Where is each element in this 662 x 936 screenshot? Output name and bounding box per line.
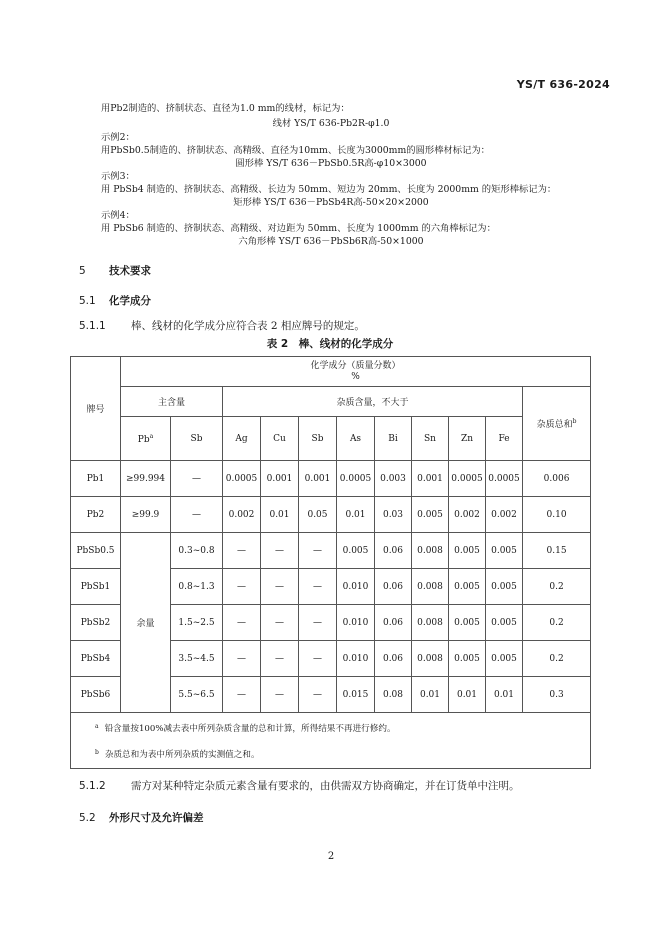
cell-sb: 3.5~4.5 [171,641,223,677]
footnote-a [95,722,590,734]
col-header-pb [121,417,171,461]
section-5-1-heading [79,293,151,308]
cell-grade: PbSb6 [71,677,121,713]
example-3-text: 用 PbSb4 制造的、挤制状态、高精级、长边为 50mm、短边为 20mm、长度为 2000mm 的矩形棒标记为： [101,184,557,195]
cell-cu: — [261,605,299,641]
cell-as: 0.010 [337,605,375,641]
cell-as: 0.0005 [337,461,375,497]
cell-zn: 0.0005 [449,461,486,497]
cell-ag: 0.002 [223,497,261,533]
cell-sn: 0.001 [412,461,449,497]
clause-5-1-1-text: 棒、线材的化学成分应符合表 2 相应牌号的规定。 [131,320,365,332]
cell-sn: 0.008 [412,641,449,677]
cell-grade: PbSb2 [71,605,121,641]
chemical-composition-table [70,356,591,769]
cell-sb-impurity: — [299,533,337,569]
section-5-2-heading [79,810,204,825]
example-1-mark: 线材 YS/T 636-Pb2R-φ1.0 [272,118,390,129]
cell-bi: 0.06 [375,533,412,569]
table-footnotes [71,713,591,769]
cell-ag: — [223,605,261,641]
grade-header: 牌号 [71,357,121,461]
cell-cu: — [261,677,299,713]
cell-as: 0.010 [337,569,375,605]
cell-total: 0.2 [523,605,591,641]
cell-sb: — [171,461,223,497]
composition-header-unit: % [351,371,360,382]
cell-zn: 0.005 [449,641,486,677]
col-header-sb-impurity: Sb [299,417,337,461]
cell-as: 0.010 [337,641,375,677]
cell-total: 0.15 [523,533,591,569]
clause-5-1-2-text: 需方对某种特定杂质元素含量有要求的，由供需双方协商确定，并在订货单中注明。 [131,780,520,792]
cell-sb-impurity: 0.05 [299,497,337,533]
example-1-text: 用Pb2制造的、挤制状态、直径为1.0 mm的线材，标记为： [101,103,350,114]
standard-number: YS/T 636-2024 [516,78,610,91]
cell-ag: — [223,677,261,713]
example-3-title: 示例3： [101,171,135,182]
col-pb-footnote-mark: a [149,432,154,440]
footnote-b-mark: b [95,748,99,756]
composition-header-title: 化学成分（质量分数） [310,360,401,371]
cell-sn: 0.005 [412,497,449,533]
cell-cu: — [261,569,299,605]
cell-zn: 0.002 [449,497,486,533]
cell-ag: — [223,641,261,677]
col-header-fe: Fe [486,417,523,461]
table-row [71,461,591,497]
cell-sb-impurity: — [299,641,337,677]
cell-zn: 0.005 [449,569,486,605]
footnote-a-text: 铅含量按100%减去表中所列杂质含量的总和计算，所得结果不再进行修约。 [104,723,396,734]
cell-sb: 5.5~6.5 [171,677,223,713]
cell-pb-balance: 余量 [121,533,171,713]
footnote-a-mark: a [95,722,99,730]
example-2-mark: 圆形棒 YS/T 636－PbSb0.5R高-φ10×3000 [235,158,427,169]
cell-sb: 0.8~1.3 [171,569,223,605]
cell-fe: 0.005 [486,641,523,677]
cell-sn: 0.01 [412,677,449,713]
cell-sb-impurity: — [299,569,337,605]
cell-cu: — [261,533,299,569]
cell-sb-impurity: — [299,677,337,713]
clause-5-1-2-number: 5.1.2 [79,780,106,792]
footnote-b [95,748,590,760]
cell-fe: 0.005 [486,569,523,605]
cell-cu: 0.01 [261,497,299,533]
example-2-text: 用PbSb0.5制造的、挤制状态、高精级、直径为10mm、长度为3000mm的圆形棒材标记为： [101,145,490,156]
cell-grade: PbSb0.5 [71,533,121,569]
clause-5-1-1 [79,318,365,333]
cell-bi: 0.06 [375,641,412,677]
cell-pb: ≥99.9 [121,497,171,533]
col-header-sn: Sn [412,417,449,461]
section-5-2-number: 5.2 [79,812,96,824]
cell-bi: 0.03 [375,497,412,533]
footnote-b-text: 杂质总和为表中所列杂质的实测值之和。 [104,749,260,760]
col-header-bi: Bi [375,417,412,461]
cell-total: 0.3 [523,677,591,713]
header-row-1 [71,357,591,387]
section-5-number: 5 [79,265,86,277]
col-pb-label: Pb [137,434,150,445]
col-header-zn: Zn [449,417,486,461]
cell-sn: 0.008 [412,605,449,641]
table-caption: 表 2 棒、线材的化学成分 [266,338,394,350]
cell-cu: — [261,641,299,677]
cell-ag: — [223,569,261,605]
col-header-as: As [337,417,375,461]
composition-header [121,357,591,387]
cell-bi: 0.08 [375,677,412,713]
cell-zn: 0.01 [449,677,486,713]
header-row-2 [71,387,591,417]
clause-5-1-1-number: 5.1.1 [79,320,106,332]
col-header-cu: Cu [261,417,299,461]
cell-grade: Pb1 [71,461,121,497]
section-5-1-number: 5.1 [79,295,96,307]
cell-zn: 0.005 [449,605,486,641]
section-5-1-title: 化学成分 [109,295,151,307]
col-header-ag: Ag [223,417,261,461]
section-5-heading [79,263,151,278]
cell-grade: Pb2 [71,497,121,533]
example-2-title: 示例2： [101,132,135,143]
section-5-2-title: 外形尺寸及允许偏差 [109,812,204,824]
table-row [71,497,591,533]
header-row-3 [71,417,591,461]
cell-total: 0.2 [523,641,591,677]
cell-grade: PbSb1 [71,569,121,605]
cell-as: 0.015 [337,677,375,713]
example-4-text: 用 PbSb6 制造的、挤制状态、高精级、对边距为 50mm、长度为 1000mm 的六角棒标记为： [101,223,496,234]
cell-sb: — [171,497,223,533]
cell-sb: 1.5~2.5 [171,605,223,641]
footnote-cell [71,713,591,769]
cell-fe: 0.0005 [486,461,523,497]
cell-cu: 0.001 [261,461,299,497]
cell-fe: 0.005 [486,533,523,569]
cell-bi: 0.06 [375,569,412,605]
cell-fe: 0.01 [486,677,523,713]
cell-bi: 0.06 [375,605,412,641]
example-3-mark: 矩形棒 YS/T 636－PbSb4R高-50×20×2000 [233,197,429,208]
example-4-mark: 六角形棒 YS/T 636－PbSb6R高-50×1000 [238,236,424,247]
cell-ag: 0.0005 [223,461,261,497]
main-content-header: 主含量 [121,387,223,417]
cell-total: 0.10 [523,497,591,533]
impurity-header: 杂质含量，不大于 [223,387,523,417]
clause-5-1-2 [79,778,520,793]
cell-pb: ≥99.994 [121,461,171,497]
cell-fe: 0.005 [486,605,523,641]
col-header-sb-main: Sb [171,417,223,461]
total-impurity-header [523,387,591,461]
cell-sn: 0.008 [412,569,449,605]
cell-fe: 0.002 [486,497,523,533]
cell-as: 0.01 [337,497,375,533]
total-impurity-label: 杂质总和 [536,420,573,430]
cell-total: 0.2 [523,569,591,605]
cell-ag: — [223,533,261,569]
cell-sn: 0.008 [412,533,449,569]
section-5-title: 技术要求 [109,265,151,277]
cell-bi: 0.003 [375,461,412,497]
cell-sb: 0.3~0.8 [171,533,223,569]
cell-total: 0.006 [523,461,591,497]
cell-zn: 0.005 [449,533,486,569]
total-impurity-footnote-mark: b [572,418,577,425]
page-number: 2 [327,851,335,862]
table-row [71,533,591,569]
cell-sb-impurity: 0.001 [299,461,337,497]
cell-grade: PbSb4 [71,641,121,677]
example-4-title: 示例4： [101,210,135,221]
cell-as: 0.005 [337,533,375,569]
cell-sb-impurity: — [299,605,337,641]
